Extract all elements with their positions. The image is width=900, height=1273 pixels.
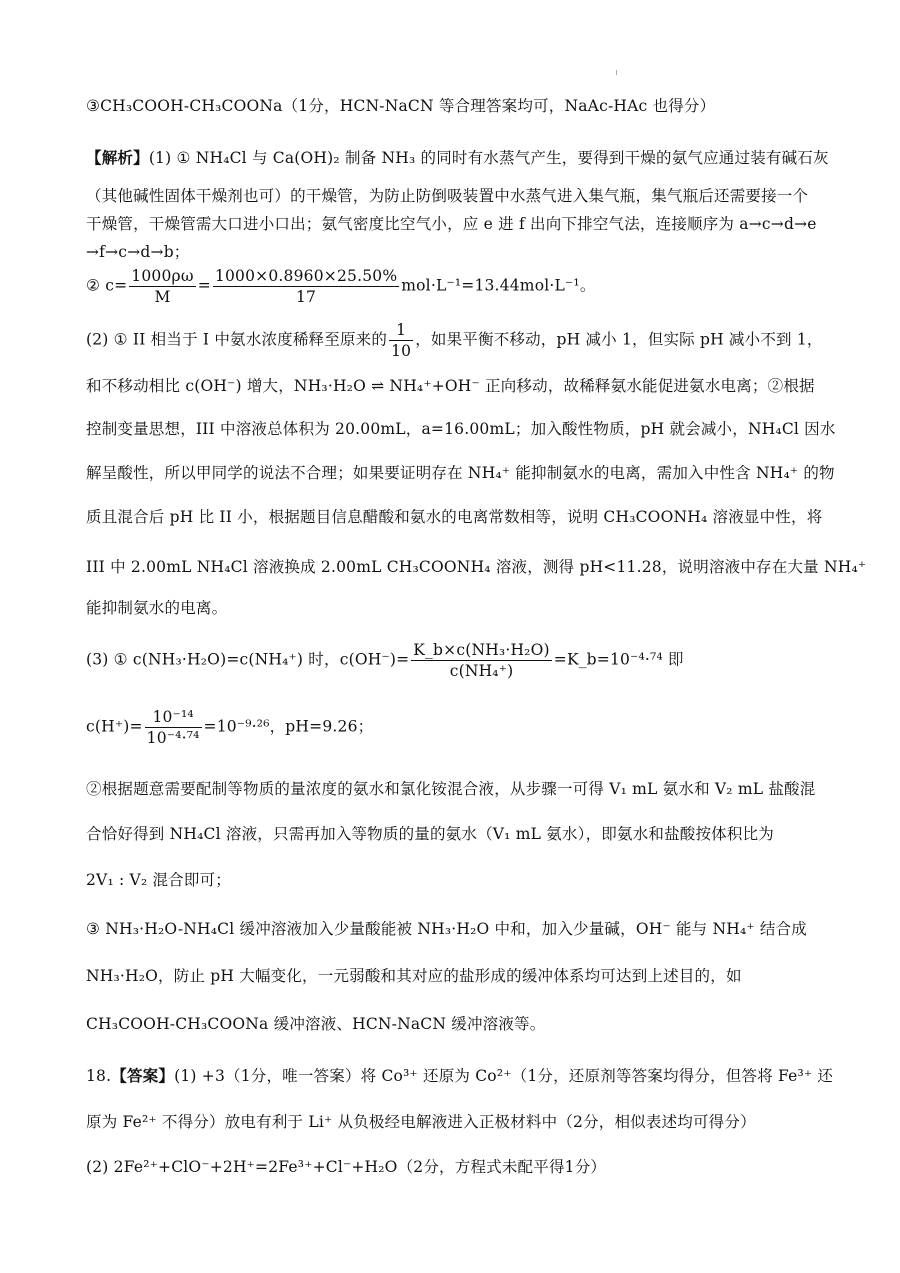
text: （其他碱性固体干燥剂也可）的干燥管，为防止防倒吸装置中水蒸气进入集气瓶，集气瓶后还需要接一个 [86,187,809,205]
text: ②根据题意需要配制等物质的量浓度的氨水和氯化铵混合液，从步骤一可得 V₁ mL 氨水和 V₂ mL 盐酸混 [86,780,816,798]
text: 解呈酸性，所以甲同学的说法不合理；如果要证明存在 NH₄⁺ 能抑制氨水的电离，需加入中性含 NH₄⁺ 的物 [86,464,835,482]
text: 合恰好得到 NH₄Cl 溶液，只需再加入等物质的量的氨水（V₁ mL 氨水），即氨水和盐酸按体积比为 [86,825,774,843]
analysis-tag: 【解析】 [86,148,149,167]
paragraph-line [86,184,814,208]
fraction [145,707,202,748]
paragraph-line [86,461,835,485]
paragraph-line [86,212,817,236]
text: c(H⁺)= [86,717,143,736]
paragraph-line [86,917,814,941]
denominator: 10⁻⁴·⁷⁴ [146,729,200,747]
page-mark [616,70,617,75]
paragraph-line [86,964,814,988]
question-number: 18. [86,1067,112,1085]
text: 能抑制氨水的电离。 [86,599,228,617]
paragraph-line [86,505,823,529]
paragraph-line [86,596,814,620]
numerator: K_b×c(NH₃·H₂O) [413,641,550,659]
text: 控制变量思想，III 中溶液总体积为 20.00mL，a=16.00mL；加入酸性物质，pH 就会减小，NH₄Cl 因水 [86,420,836,438]
text: 干燥管，干燥管需大口进小口出；氨气密度比空气小，应 e 进 f 出向下排空气法，连接顺序为 a→c→d→e [86,215,817,233]
fraction [213,266,399,307]
denominator: 17 [296,288,317,306]
text: (3) ① c(NH₃·H₂O)=c(NH₄⁺) 时，c(OH⁻)= [86,650,410,669]
paragraph-line [86,417,836,441]
text: (2) ① II 相当于 I 中氨水浓度稀释至原来的 [86,330,388,349]
text: 2V₁ : V₂ 混合即可； [86,871,231,889]
paragraph-line [86,1012,814,1036]
text: 和不移动相比 c(OH⁻) 增大，NH₃·H₂O ⇌ NH₄⁺+OH⁻ 正向移动，故稀释氨水能促进氨水电离；②根据 [86,377,815,395]
paragraph-line [86,868,814,892]
text: = [197,276,211,295]
text: =K_b=10⁻⁴·⁷⁴ 即 [553,650,684,669]
answer-tag: 【答案】 [111,1066,175,1085]
text: III 中 2.00mL NH₄Cl 溶液换成 2.00mL CH₃COONH₄ 溶液，测得 pH<11.28，说明溶液中存在大量 NH₄⁺ [86,558,867,576]
numerator: 10⁻¹⁴ [145,707,202,728]
text: ② c= [86,276,128,295]
text: (1) +3（1分，唯一答案）将 Co³⁺ 还原为 Co²⁺（1分，还原剂等答案均得分，但答将 Fe³⁺ 还 [174,1067,834,1085]
text: 质且混合后 pH 比 II 小，根据题目信息醋酸和氨水的电离常数相等，说明 CH₃COONH₄ 溶液显中性，将 [86,508,823,526]
denominator: M [154,288,171,306]
text: (1) ① NH₄Cl 与 Ca(OH)₂ 制备 NH₃ 的同时有水蒸气产生，要得到干燥的氨气应通过装有碱石灰 [148,149,829,167]
text: ③ NH₃·H₂O-NH₄Cl 缓冲溶液加入少量酸能被 NH₃·H₂O 中和，加入少量碱，OH⁻ 能与 NH₄⁺ 结合成 [86,920,807,938]
text: =10⁻⁹·²⁶，pH=9.26； [203,717,374,736]
paragraph-line [86,1155,814,1179]
paragraph-line [86,240,814,264]
paragraph-line [86,777,814,801]
analysis-line [86,146,829,170]
text: NH₃·H₂O，防止 pH 大幅变化，一元弱酸和其对应的盐形成的缓冲体系均可达到上述目的，如 [86,967,742,985]
text: (2) 2Fe²⁺+ClO⁻+2H⁺=2Fe³⁺+Cl⁻+H₂O（2分，方程式未配平得1分） [86,1158,607,1176]
formula-line [86,266,814,307]
text: mol·L⁻¹=13.44mol·L⁻¹。 [401,276,596,295]
paragraph-line [86,822,814,846]
denominator: c(NH₄⁺) [449,662,514,680]
fraction [129,266,195,307]
text: CH₃COOH-CH₃COONa 缓冲溶液、HCN-NaCN 缓冲溶液等。 [86,1015,546,1033]
formula-line [86,707,814,748]
text: ，如果平衡不移动，pH 减小 1，但实际 pH 减小不到 1， [415,330,823,349]
paragraph-line [86,1110,814,1134]
formula-line [86,320,823,361]
formula-line [86,640,814,681]
text: 原为 Fe²⁺ 不得分）放电有利于 Li⁺ 从负极经电解液进入正极材料中（2分，相似表述均可得分） [86,1113,756,1131]
numerator: 1000×0.8960×25.50% [214,267,398,285]
denominator: 10 [391,342,412,360]
fraction [411,640,551,681]
numerator: 1 [389,320,413,341]
fraction [389,320,413,361]
numerator: 1000ρω [131,267,194,285]
paragraph-line [86,555,867,579]
answer-line-3 [86,94,814,118]
text: →f→c→d→b； [86,243,190,261]
text: ③CH₃COOH-CH₃COONa（1分，HCN-NaCN 等合理答案均可，NaAc-HAc 也得分） [86,97,716,115]
paragraph-line [86,374,814,398]
answer-line-18 [86,1064,834,1088]
